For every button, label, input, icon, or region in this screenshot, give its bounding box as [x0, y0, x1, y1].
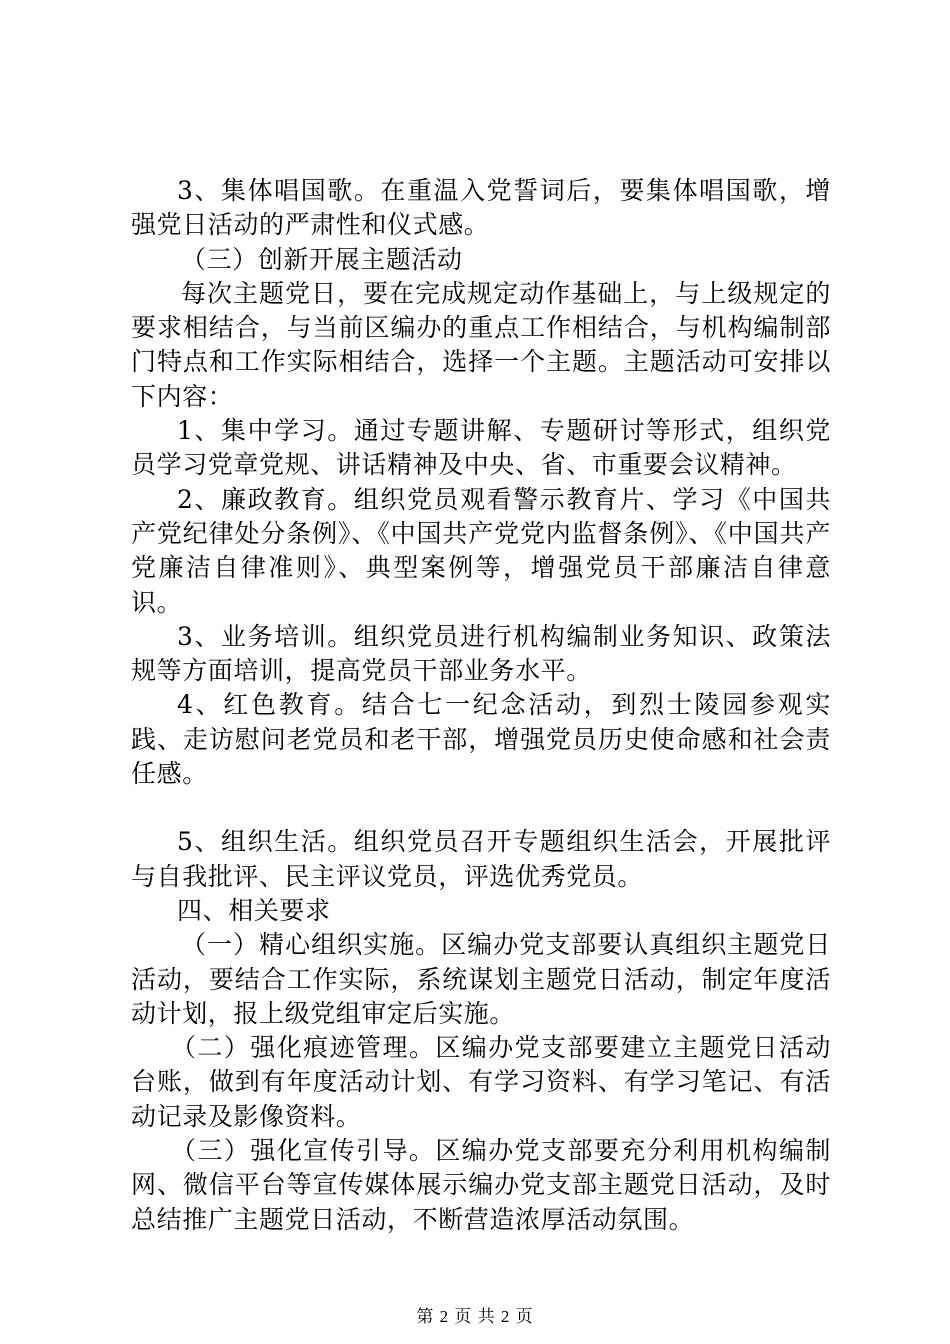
document-body — [131, 174, 831, 1237]
paragraph-item-1-study: 1、集中学习。通过专题讲解、专题研讨等形式，组织党员学习党章党规、讲话精神及中央、省、市重要会议精神。 — [131, 416, 831, 480]
paragraph-gap — [131, 791, 831, 825]
paragraph-req-1: （一）精心组织实施。区编办党支部要认真组织主题党日活动，要结合工作实际，系统谋划主题党日活动，制定年度活动计划，报上级党组审定后实施。 — [131, 930, 831, 1028]
paragraph-item-4-red-education: 4、红色教育。结合七一纪念活动，到烈士陵园参观实践、走访慰问老党员和老干部，增强党员历史使命感和社会责任感。 — [131, 690, 831, 789]
paragraph-item-3-training: 3、业务培训。组织党员进行机构编制业务知识、政策法规等方面培训，提高党员干部业务水平。 — [131, 621, 831, 686]
paragraph-req-2: （二）强化痕迹管理。区编办党支部要建立主题党日活动台账，做到有年度活动计划、有学习资料、有学习笔记、有活动记录及影像资料。 — [131, 1033, 831, 1131]
section-heading-innovate-activities: （三）创新开展主题活动 — [181, 244, 463, 274]
paragraph-item-2-integrity: 2、廉政教育。组织党员观看警示教育片、学习《中国共产党纪律处分条例》、《中国共产党党内监督条例》、《中国共产党廉洁自律准则》、典型案例等，增强党员干部廉洁自律意识。 — [131, 484, 831, 617]
paragraph-theme-day-intro: 每次主题党日，要在完成规定动作基础上，与上级规定的要求相结合，与当前区编办的重点工作相结合，与机构编制部门特点和工作实际相结合，选择一个主题。主题活动可安排以下内容： — [131, 278, 831, 411]
paragraph-item-5-organization-life: 5、组织生活。组织党员召开专题组织生活会，开展批评与自我批评、民主评议党员，评选优秀党员。 — [131, 827, 831, 891]
section-heading-requirements: 四、相关要求 — [177, 895, 331, 925]
paragraph-req-3: （三）强化宣传引导。区编办党支部要充分利用机构编制网、微信平台等宣传媒体展示编办党支部主题党日活动，及时总结推广主题党日活动，不断营造浓厚活动氛围。 — [131, 1136, 831, 1234]
page-number-footer: 第 2 页 共 2 页 — [416, 1307, 534, 1326]
paragraph-item-3-sing-anthem: 3、集体唱国歌。在重温入党誓词后，要集体唱国歌，增强党日活动的严肃性和仪式感。 — [131, 176, 831, 240]
